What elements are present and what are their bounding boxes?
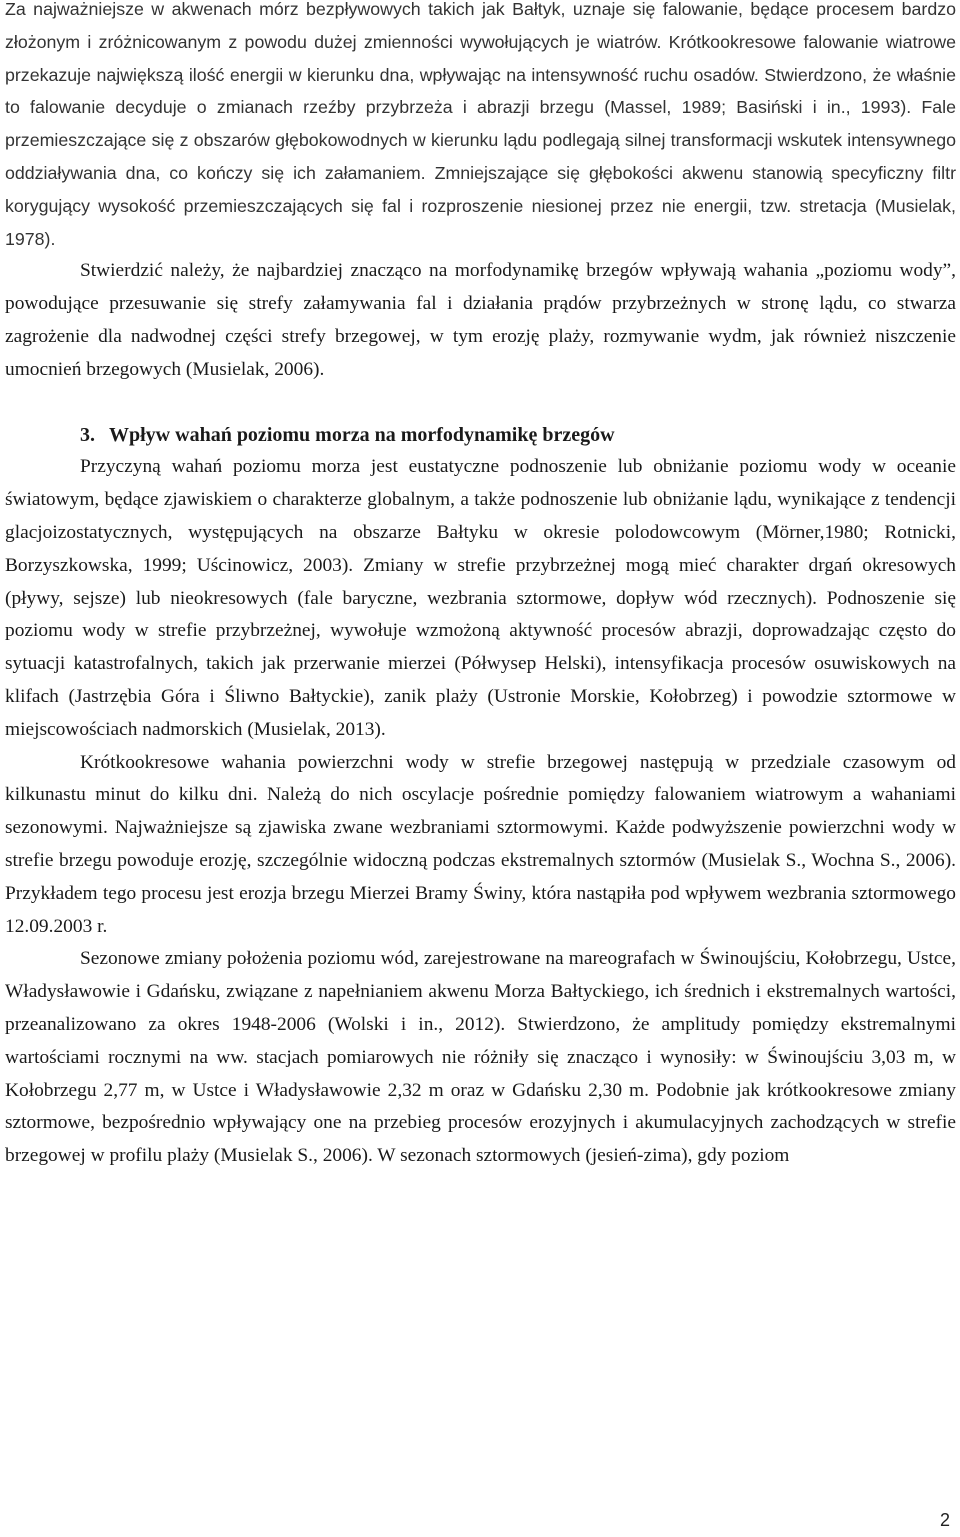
paragraph-water-level-influence: Stwierdzić należy, że najbardziej znacząco na morfodynamikę brzegów wpływają wahania „poziomu wody”, powodujące przesuwanie się strefy załamywania fal i działania prądów przybrzeżnych w stronę lądu, co stwarza zagrożenie dla nadwodnej części strefy brzegowej, w tym erozję plaży, rozmywanie wydm, jak również niszczenie umocnień brzegowych (Musielak, 2006). — [5, 260, 956, 380]
section-title: Wpływ wahań poziomu morza na morfodynamikę brzegów — [109, 423, 615, 446]
paragraph-seasonal-changes: Sezonowe zmiany położenia poziomu wód, zarejestrowane na mareografach w Świnoujściu, Kołobrzegu, Ustce, Władysławowie i Gdańsku, związane z napełnianiem akwenu Morza Bałtyckiego, ich średnich i ekstremalnych wartości, przeanalizowano za okres 1948-2006 (Wolski i in., 2012). Stwierdzono, że amplitudy pomiędzy ekstremalnymi wartościami rocznymi na ww. stacjach pomiarowych nie różniły się znacząco i wynosiły: w Świnoujściu 3,03 m, w Kołobrzegu 2,77 m, w Ustce i Władysławowie 2,32 m oraz w Gdańsku 2,30 m. Podobnie jak krótkookresowe zmiany sztormowe, bezpośrednio wpływający one na przebieg procesów erozyjnych i akumulacyjnych zachodzących w strefie brzegowej w profilu plaży (Musielak S., 2006). W sezonach sztormowych (jesień-zima), gdy poziom — [5, 948, 956, 1167]
paragraph-short-term-fluctuations: Krótkookresowe wahania powierzchni wody w strefie brzegowej następują w przedziale czasowym od kilkunastu minut do kilku dni. Należą do nich oscylacje pośrednie pomiędzy falowaniem wiatrowym a wahaniami sezonowymi. Najważniejsze są zjawiska zwane wezbraniami sztormowymi. Każde podwyższenie powierzchni wody w strefie brzegu powoduje erozję, szczególnie widoczną podczas ekstremalnych sztormów (Musielak S., Wochna S., 2006). Przykładem tego procesu jest erozja brzegu Mierzei Bramy Świny, która nastąpiła pod wpływem wezbrania sztormowego 12.09.2003 r. — [5, 751, 956, 937]
page-number: 2 — [939, 1510, 950, 1530]
paragraph-sea-level-causes: Przyczyną wahań poziomu morza jest eustatyczne podnoszenie lub obniżanie poziomu wody w oceanie światowym, będące zjawiskiem o charakterze globalnym, a także podnoszenie lub obniżanie lądu, wynikające z tendencji glacjoizostatycznych, występujących na obszarze Bałtyku w okresie polodowcowym (Mörner,1980; Rotnicki, Borzyszkowska, 1999; Uścinowicz, 2003). Zmiany w strefie przybrzeżnej mogą mieć charakter drgań okresowych (pływy, sejsze) lub nieokresowych (fale baryczne, wezbrania sztormowe, dopływ wód rzecznych). Podnoszenie się poziomu wody w strefie przybrzeżnej, wywołuje wzmożoną aktywność procesów abrazji, doprowadzając często do sytuacji katastrofalnych, takich jak przerwanie mierzei (Półwysep Helski), intensyfikacja procesów osuwiskowych na klifach (Jastrzębia Góra i Śliwno Bałtyckie), zanik plaży (Ustronie Morskie, Kołobrzeg) i powodzie sztormowe w miejscowościach nadmorskich (Musielak, 2013). — [5, 456, 956, 740]
paragraph-waves: Za najważniejsze w akwenach mórz bezpływowych takich jak Bałtyk, uznaje się falowanie, będące procesem bardzo złożonym i zróżnicowanym z powodu dużej zmienności wywołujących je wiatrów. Krótkookresowe falowanie wiatrowe przekazuje największą ilość energii w kierunku dna, wpływając na intensywność ruchu osadów. Stwierdzono, że właśnie to falowanie decyduje o zmianach rzeźby przybrzeża i abrazji brzegu (Massel, 1989; Basiński i in., 1993). Fale przemieszczające się z obszarów głębokowodnych w kierunku lądu podlegają silnej transformacji wskutek intensywnego oddziaływania dna, co kończy się ich załamaniem. Zmniejszające się głębokości akwenu stanowią specyficzny filtr korygujący wysokość przemieszczających się fal i rozproszenie niesionej przez nie energii, tzw. stretacja (Musielak, 1978). — [5, 0, 956, 249]
section-number: 3. — [80, 423, 95, 446]
section-heading — [5, 419, 956, 452]
